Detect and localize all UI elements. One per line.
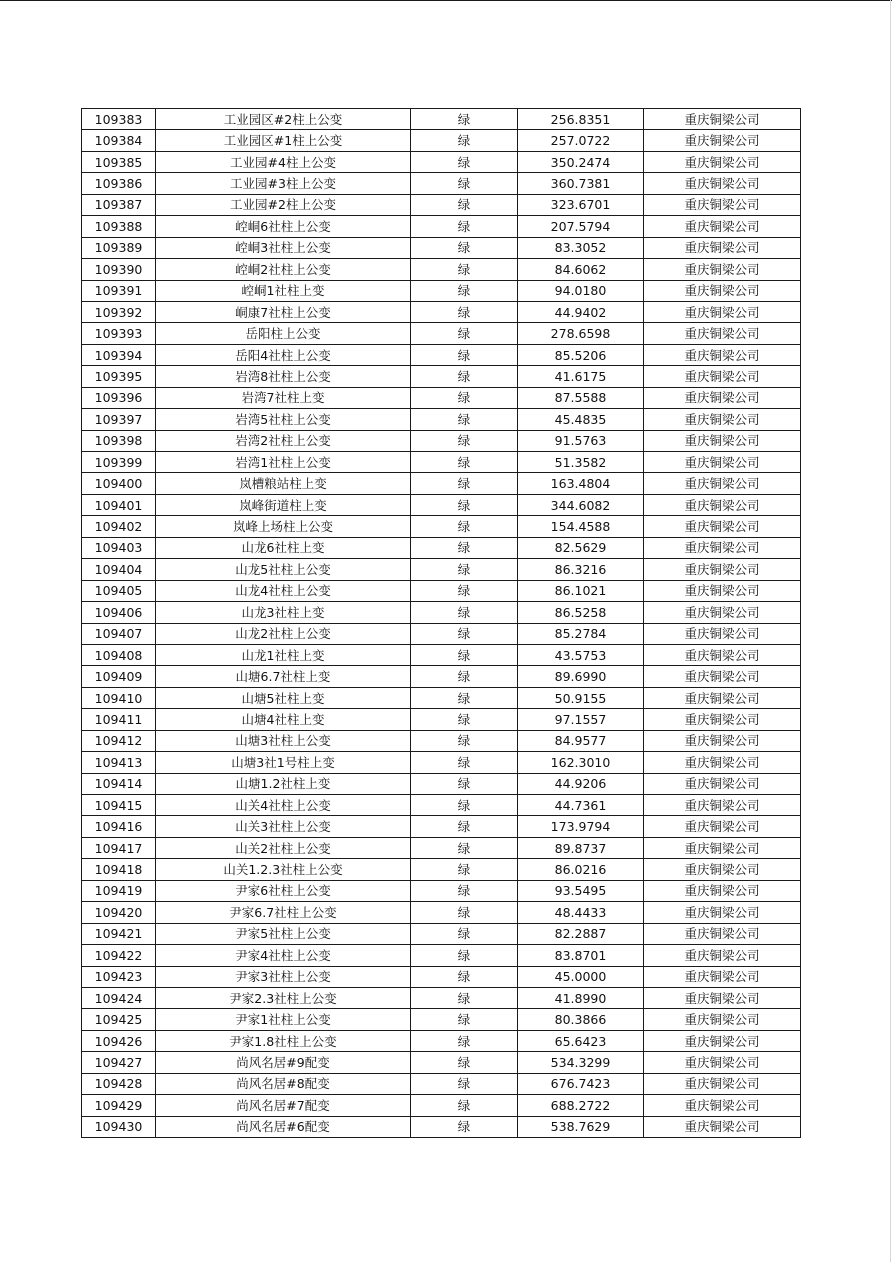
status-cell: 绿 — [411, 430, 518, 451]
row-id-cell: 109426 — [82, 1030, 156, 1051]
transformer-name-cell: 尚风名居#7配变 — [156, 1095, 411, 1116]
row-id-cell: 109389 — [82, 237, 156, 258]
row-id-cell: 109413 — [82, 752, 156, 773]
table-row — [82, 816, 801, 837]
company-cell: 重庆铜梁公司 — [644, 666, 801, 687]
company-cell: 重庆铜梁公司 — [644, 902, 801, 923]
transformer-name-cell: 山塘6.7社柱上变 — [156, 666, 411, 687]
table-row — [82, 516, 801, 537]
row-id-cell: 109425 — [82, 1009, 156, 1030]
company-cell: 重庆铜梁公司 — [644, 1009, 801, 1030]
row-id-cell: 109383 — [82, 109, 156, 130]
status-cell: 绿 — [411, 687, 518, 708]
value-cell: 86.5258 — [518, 602, 644, 623]
table-row — [82, 1052, 801, 1073]
transformer-name-cell: 山龙6社柱上变 — [156, 537, 411, 558]
transformer-name-cell: 尚风名居#6配变 — [156, 1116, 411, 1137]
status-cell: 绿 — [411, 580, 518, 601]
transformer-name-cell: 崆峒3社柱上公变 — [156, 237, 411, 258]
transformer-name-cell: 尹家1.8社柱上公变 — [156, 1030, 411, 1051]
value-cell: 163.4804 — [518, 473, 644, 494]
table-row — [82, 537, 801, 558]
value-cell: 86.3216 — [518, 559, 644, 580]
value-cell: 85.2784 — [518, 623, 644, 644]
value-cell: 89.8737 — [518, 837, 644, 858]
status-cell: 绿 — [411, 837, 518, 858]
row-id-cell: 109410 — [82, 687, 156, 708]
company-cell: 重庆铜梁公司 — [644, 216, 801, 237]
table-row — [82, 473, 801, 494]
transformer-name-cell: 崆峒1社柱上变 — [156, 280, 411, 301]
row-id-cell: 109429 — [82, 1095, 156, 1116]
status-cell: 绿 — [411, 323, 518, 344]
transformer-name-cell: 工业园区#2柱上公变 — [156, 109, 411, 130]
company-cell: 重庆铜梁公司 — [644, 452, 801, 473]
table-row — [82, 1095, 801, 1116]
row-id-cell: 109402 — [82, 516, 156, 537]
table-row — [82, 580, 801, 601]
transformer-name-cell: 山关1.2.3社柱上公变 — [156, 859, 411, 880]
company-cell: 重庆铜梁公司 — [644, 859, 801, 880]
transformer-name-cell: 山关2社柱上公变 — [156, 837, 411, 858]
row-id-cell: 109415 — [82, 795, 156, 816]
status-cell: 绿 — [411, 795, 518, 816]
company-cell: 重庆铜梁公司 — [644, 816, 801, 837]
transformer-name-cell: 岳阳4社柱上公变 — [156, 344, 411, 365]
status-cell: 绿 — [411, 1009, 518, 1030]
transformer-name-cell: 山塘3社柱上公变 — [156, 730, 411, 751]
table-row — [82, 773, 801, 794]
transformer-name-cell: 山塘4社柱上变 — [156, 709, 411, 730]
transformer-name-cell: 山龙1社柱上变 — [156, 644, 411, 665]
row-id-cell: 109404 — [82, 559, 156, 580]
value-cell: 350.2474 — [518, 151, 644, 172]
company-cell: 重庆铜梁公司 — [644, 130, 801, 151]
value-cell: 676.7423 — [518, 1073, 644, 1094]
table-row — [82, 452, 801, 473]
value-cell: 360.7381 — [518, 173, 644, 194]
row-id-cell: 109397 — [82, 409, 156, 430]
company-cell: 重庆铜梁公司 — [644, 409, 801, 430]
value-cell: 51.3582 — [518, 452, 644, 473]
table-row — [82, 109, 801, 130]
table-row — [82, 687, 801, 708]
row-id-cell: 109419 — [82, 880, 156, 901]
page-top-border — [0, 0, 892, 1]
transformer-name-cell: 尚风名居#8配变 — [156, 1073, 411, 1094]
company-cell: 重庆铜梁公司 — [644, 623, 801, 644]
status-cell: 绿 — [411, 923, 518, 944]
table-row — [82, 1073, 801, 1094]
row-id-cell: 109420 — [82, 902, 156, 923]
table-row — [82, 409, 801, 430]
company-cell: 重庆铜梁公司 — [644, 430, 801, 451]
transformer-name-cell: 岩湾1社柱上公变 — [156, 452, 411, 473]
value-cell: 534.3299 — [518, 1052, 644, 1073]
value-cell: 93.5495 — [518, 880, 644, 901]
table-body — [82, 109, 801, 1138]
row-id-cell: 109391 — [82, 280, 156, 301]
table-row — [82, 1116, 801, 1137]
transformer-name-cell: 尹家1社柱上公变 — [156, 1009, 411, 1030]
table-row — [82, 902, 801, 923]
transformer-name-cell: 山龙3社柱上变 — [156, 602, 411, 623]
company-cell: 重庆铜梁公司 — [644, 323, 801, 344]
status-cell: 绿 — [411, 966, 518, 987]
transformer-name-cell: 岚槽粮站柱上变 — [156, 473, 411, 494]
status-cell: 绿 — [411, 194, 518, 215]
company-cell: 重庆铜梁公司 — [644, 109, 801, 130]
row-id-cell: 109428 — [82, 1073, 156, 1094]
table-row — [82, 709, 801, 730]
row-id-cell: 109388 — [82, 216, 156, 237]
value-cell: 94.0180 — [518, 280, 644, 301]
company-cell: 重庆铜梁公司 — [644, 795, 801, 816]
company-cell: 重庆铜梁公司 — [644, 494, 801, 515]
value-cell: 257.0722 — [518, 130, 644, 151]
row-id-cell: 109395 — [82, 366, 156, 387]
status-cell: 绿 — [411, 902, 518, 923]
status-cell: 绿 — [411, 387, 518, 408]
row-id-cell: 109399 — [82, 452, 156, 473]
value-cell: 43.5753 — [518, 644, 644, 665]
value-cell: 83.3052 — [518, 237, 644, 258]
company-cell: 重庆铜梁公司 — [644, 537, 801, 558]
company-cell: 重庆铜梁公司 — [644, 837, 801, 858]
row-id-cell: 109414 — [82, 773, 156, 794]
company-cell: 重庆铜梁公司 — [644, 1116, 801, 1137]
status-cell: 绿 — [411, 752, 518, 773]
row-id-cell: 109423 — [82, 966, 156, 987]
company-cell: 重庆铜梁公司 — [644, 752, 801, 773]
company-cell: 重庆铜梁公司 — [644, 602, 801, 623]
status-cell: 绿 — [411, 259, 518, 280]
transformer-name-cell: 尹家2.3社柱上公变 — [156, 987, 411, 1008]
status-cell: 绿 — [411, 1116, 518, 1137]
table-row — [82, 923, 801, 944]
status-cell: 绿 — [411, 130, 518, 151]
transformer-name-cell: 山龙5社柱上公变 — [156, 559, 411, 580]
status-cell: 绿 — [411, 623, 518, 644]
value-cell: 41.6175 — [518, 366, 644, 387]
transformer-name-cell: 工业园#4柱上公变 — [156, 151, 411, 172]
value-cell: 278.6598 — [518, 323, 644, 344]
row-id-cell: 109384 — [82, 130, 156, 151]
company-cell: 重庆铜梁公司 — [644, 387, 801, 408]
value-cell: 344.6082 — [518, 494, 644, 515]
row-id-cell: 109400 — [82, 473, 156, 494]
status-cell: 绿 — [411, 301, 518, 322]
page-right-edge — [890, 0, 891, 1262]
table-row — [82, 644, 801, 665]
company-cell: 重庆铜梁公司 — [644, 1073, 801, 1094]
table-row — [82, 259, 801, 280]
transformer-name-cell: 山关3社柱上公变 — [156, 816, 411, 837]
transformer-name-cell: 工业园#3柱上公变 — [156, 173, 411, 194]
value-cell: 173.9794 — [518, 816, 644, 837]
table-row — [82, 344, 801, 365]
row-id-cell: 109396 — [82, 387, 156, 408]
value-cell: 44.9402 — [518, 301, 644, 322]
status-cell: 绿 — [411, 1030, 518, 1051]
transformer-name-cell: 岩湾5社柱上公变 — [156, 409, 411, 430]
status-cell: 绿 — [411, 1073, 518, 1094]
table-row — [82, 323, 801, 344]
status-cell: 绿 — [411, 644, 518, 665]
company-cell: 重庆铜梁公司 — [644, 987, 801, 1008]
transformer-name-cell: 岳阳柱上公变 — [156, 323, 411, 344]
transformer-name-cell: 山龙4社柱上公变 — [156, 580, 411, 601]
row-id-cell: 109392 — [82, 301, 156, 322]
company-cell: 重庆铜梁公司 — [644, 580, 801, 601]
company-cell: 重庆铜梁公司 — [644, 1052, 801, 1073]
row-id-cell: 109390 — [82, 259, 156, 280]
transformer-name-cell: 山关4社柱上公变 — [156, 795, 411, 816]
status-cell: 绿 — [411, 280, 518, 301]
value-cell: 84.6062 — [518, 259, 644, 280]
table-row — [82, 280, 801, 301]
company-cell: 重庆铜梁公司 — [644, 237, 801, 258]
value-cell: 44.9206 — [518, 773, 644, 794]
row-id-cell: 109387 — [82, 194, 156, 215]
value-cell: 89.6990 — [518, 666, 644, 687]
transformer-table — [81, 108, 801, 1138]
table-row — [82, 945, 801, 966]
row-id-cell: 109416 — [82, 816, 156, 837]
company-cell: 重庆铜梁公司 — [644, 559, 801, 580]
table-row — [82, 559, 801, 580]
table-row — [82, 880, 801, 901]
value-cell: 87.5588 — [518, 387, 644, 408]
row-id-cell: 109407 — [82, 623, 156, 644]
value-cell: 256.8351 — [518, 109, 644, 130]
table-row — [82, 730, 801, 751]
company-cell: 重庆铜梁公司 — [644, 1030, 801, 1051]
table-row — [82, 173, 801, 194]
status-cell: 绿 — [411, 602, 518, 623]
row-id-cell: 109408 — [82, 644, 156, 665]
table-row — [82, 795, 801, 816]
row-id-cell: 109394 — [82, 344, 156, 365]
row-id-cell: 109401 — [82, 494, 156, 515]
row-id-cell: 109422 — [82, 945, 156, 966]
company-cell: 重庆铜梁公司 — [644, 687, 801, 708]
status-cell: 绿 — [411, 473, 518, 494]
row-id-cell: 109409 — [82, 666, 156, 687]
row-id-cell: 109412 — [82, 730, 156, 751]
value-cell: 45.0000 — [518, 966, 644, 987]
value-cell: 65.6423 — [518, 1030, 644, 1051]
row-id-cell: 109418 — [82, 859, 156, 880]
table-row — [82, 752, 801, 773]
value-cell: 538.7629 — [518, 1116, 644, 1137]
value-cell: 50.9155 — [518, 687, 644, 708]
value-cell: 86.1021 — [518, 580, 644, 601]
value-cell: 154.4588 — [518, 516, 644, 537]
company-cell: 重庆铜梁公司 — [644, 259, 801, 280]
company-cell: 重庆铜梁公司 — [644, 730, 801, 751]
value-cell: 82.2887 — [518, 923, 644, 944]
transformer-name-cell: 尹家6.7社柱上公变 — [156, 902, 411, 923]
status-cell: 绿 — [411, 494, 518, 515]
row-id-cell: 109411 — [82, 709, 156, 730]
value-cell: 82.5629 — [518, 537, 644, 558]
status-cell: 绿 — [411, 730, 518, 751]
status-cell: 绿 — [411, 516, 518, 537]
status-cell: 绿 — [411, 537, 518, 558]
status-cell: 绿 — [411, 109, 518, 130]
value-cell: 162.3010 — [518, 752, 644, 773]
transformer-name-cell: 岚峰上场柱上公变 — [156, 516, 411, 537]
value-cell: 323.6701 — [518, 194, 644, 215]
transformer-name-cell: 山塘5社柱上变 — [156, 687, 411, 708]
table-row — [82, 237, 801, 258]
value-cell: 48.4433 — [518, 902, 644, 923]
table-row — [82, 494, 801, 515]
transformer-name-cell: 崆峒6社柱上公变 — [156, 216, 411, 237]
transformer-name-cell: 崆峒2社柱上公变 — [156, 259, 411, 280]
company-cell: 重庆铜梁公司 — [644, 151, 801, 172]
row-id-cell: 109386 — [82, 173, 156, 194]
status-cell: 绿 — [411, 237, 518, 258]
status-cell: 绿 — [411, 409, 518, 430]
transformer-name-cell: 岩湾8社柱上公变 — [156, 366, 411, 387]
value-cell: 91.5763 — [518, 430, 644, 451]
table-row — [82, 623, 801, 644]
company-cell: 重庆铜梁公司 — [644, 1095, 801, 1116]
table-row — [82, 966, 801, 987]
company-cell: 重庆铜梁公司 — [644, 194, 801, 215]
row-id-cell: 109406 — [82, 602, 156, 623]
status-cell: 绿 — [411, 666, 518, 687]
row-id-cell: 109427 — [82, 1052, 156, 1073]
value-cell: 83.8701 — [518, 945, 644, 966]
company-cell: 重庆铜梁公司 — [644, 366, 801, 387]
table-row — [82, 430, 801, 451]
table-row — [82, 1030, 801, 1051]
table-row — [82, 387, 801, 408]
status-cell: 绿 — [411, 366, 518, 387]
transformer-name-cell: 山塘3社1号柱上变 — [156, 752, 411, 773]
table-row — [82, 151, 801, 172]
transformer-name-cell: 岩湾2社柱上公变 — [156, 430, 411, 451]
table-row — [82, 666, 801, 687]
value-cell: 86.0216 — [518, 859, 644, 880]
company-cell: 重庆铜梁公司 — [644, 880, 801, 901]
row-id-cell: 109424 — [82, 987, 156, 1008]
row-id-cell: 109417 — [82, 837, 156, 858]
transformer-name-cell: 工业园区#1柱上公变 — [156, 130, 411, 151]
status-cell: 绿 — [411, 1095, 518, 1116]
value-cell: 45.4835 — [518, 409, 644, 430]
table-row — [82, 987, 801, 1008]
status-cell: 绿 — [411, 709, 518, 730]
value-cell: 85.5206 — [518, 344, 644, 365]
status-cell: 绿 — [411, 859, 518, 880]
status-cell: 绿 — [411, 216, 518, 237]
table-row — [82, 859, 801, 880]
transformer-name-cell: 峒康7社柱上公变 — [156, 301, 411, 322]
company-cell: 重庆铜梁公司 — [644, 344, 801, 365]
row-id-cell: 109393 — [82, 323, 156, 344]
row-id-cell: 109403 — [82, 537, 156, 558]
row-id-cell: 109430 — [82, 1116, 156, 1137]
value-cell: 80.3866 — [518, 1009, 644, 1030]
transformer-name-cell: 尹家6社柱上公变 — [156, 880, 411, 901]
company-cell: 重庆铜梁公司 — [644, 773, 801, 794]
value-cell: 44.7361 — [518, 795, 644, 816]
status-cell: 绿 — [411, 151, 518, 172]
transformer-name-cell: 岚峰街道柱上变 — [156, 494, 411, 515]
status-cell: 绿 — [411, 1052, 518, 1073]
value-cell: 41.8990 — [518, 987, 644, 1008]
transformer-name-cell: 山塘1.2社柱上变 — [156, 773, 411, 794]
table-row — [82, 301, 801, 322]
company-cell: 重庆铜梁公司 — [644, 966, 801, 987]
table-row — [82, 130, 801, 151]
status-cell: 绿 — [411, 987, 518, 1008]
company-cell: 重庆铜梁公司 — [644, 473, 801, 494]
company-cell: 重庆铜梁公司 — [644, 301, 801, 322]
row-id-cell: 109405 — [82, 580, 156, 601]
status-cell: 绿 — [411, 344, 518, 365]
company-cell: 重庆铜梁公司 — [644, 945, 801, 966]
transformer-name-cell: 岩湾7社柱上变 — [156, 387, 411, 408]
company-cell: 重庆铜梁公司 — [644, 923, 801, 944]
row-id-cell: 109398 — [82, 430, 156, 451]
table-row — [82, 602, 801, 623]
row-id-cell: 109385 — [82, 151, 156, 172]
company-cell: 重庆铜梁公司 — [644, 516, 801, 537]
transformer-name-cell: 工业园#2柱上公变 — [156, 194, 411, 215]
table-row — [82, 1009, 801, 1030]
company-cell: 重庆铜梁公司 — [644, 173, 801, 194]
row-id-cell: 109421 — [82, 923, 156, 944]
transformer-name-cell: 尹家4社柱上公变 — [156, 945, 411, 966]
status-cell: 绿 — [411, 816, 518, 837]
value-cell: 688.2722 — [518, 1095, 644, 1116]
table-row — [82, 194, 801, 215]
company-cell: 重庆铜梁公司 — [644, 280, 801, 301]
company-cell: 重庆铜梁公司 — [644, 644, 801, 665]
status-cell: 绿 — [411, 559, 518, 580]
status-cell: 绿 — [411, 880, 518, 901]
table-row — [82, 216, 801, 237]
table-row — [82, 837, 801, 858]
value-cell: 207.5794 — [518, 216, 644, 237]
transformer-name-cell: 山龙2社柱上公变 — [156, 623, 411, 644]
status-cell: 绿 — [411, 452, 518, 473]
value-cell: 97.1557 — [518, 709, 644, 730]
transformer-name-cell: 尚风名居#9配变 — [156, 1052, 411, 1073]
status-cell: 绿 — [411, 173, 518, 194]
status-cell: 绿 — [411, 945, 518, 966]
status-cell: 绿 — [411, 773, 518, 794]
transformer-name-cell: 尹家5社柱上公变 — [156, 923, 411, 944]
value-cell: 84.9577 — [518, 730, 644, 751]
table-row — [82, 366, 801, 387]
transformer-name-cell: 尹家3社柱上公变 — [156, 966, 411, 987]
company-cell: 重庆铜梁公司 — [644, 709, 801, 730]
